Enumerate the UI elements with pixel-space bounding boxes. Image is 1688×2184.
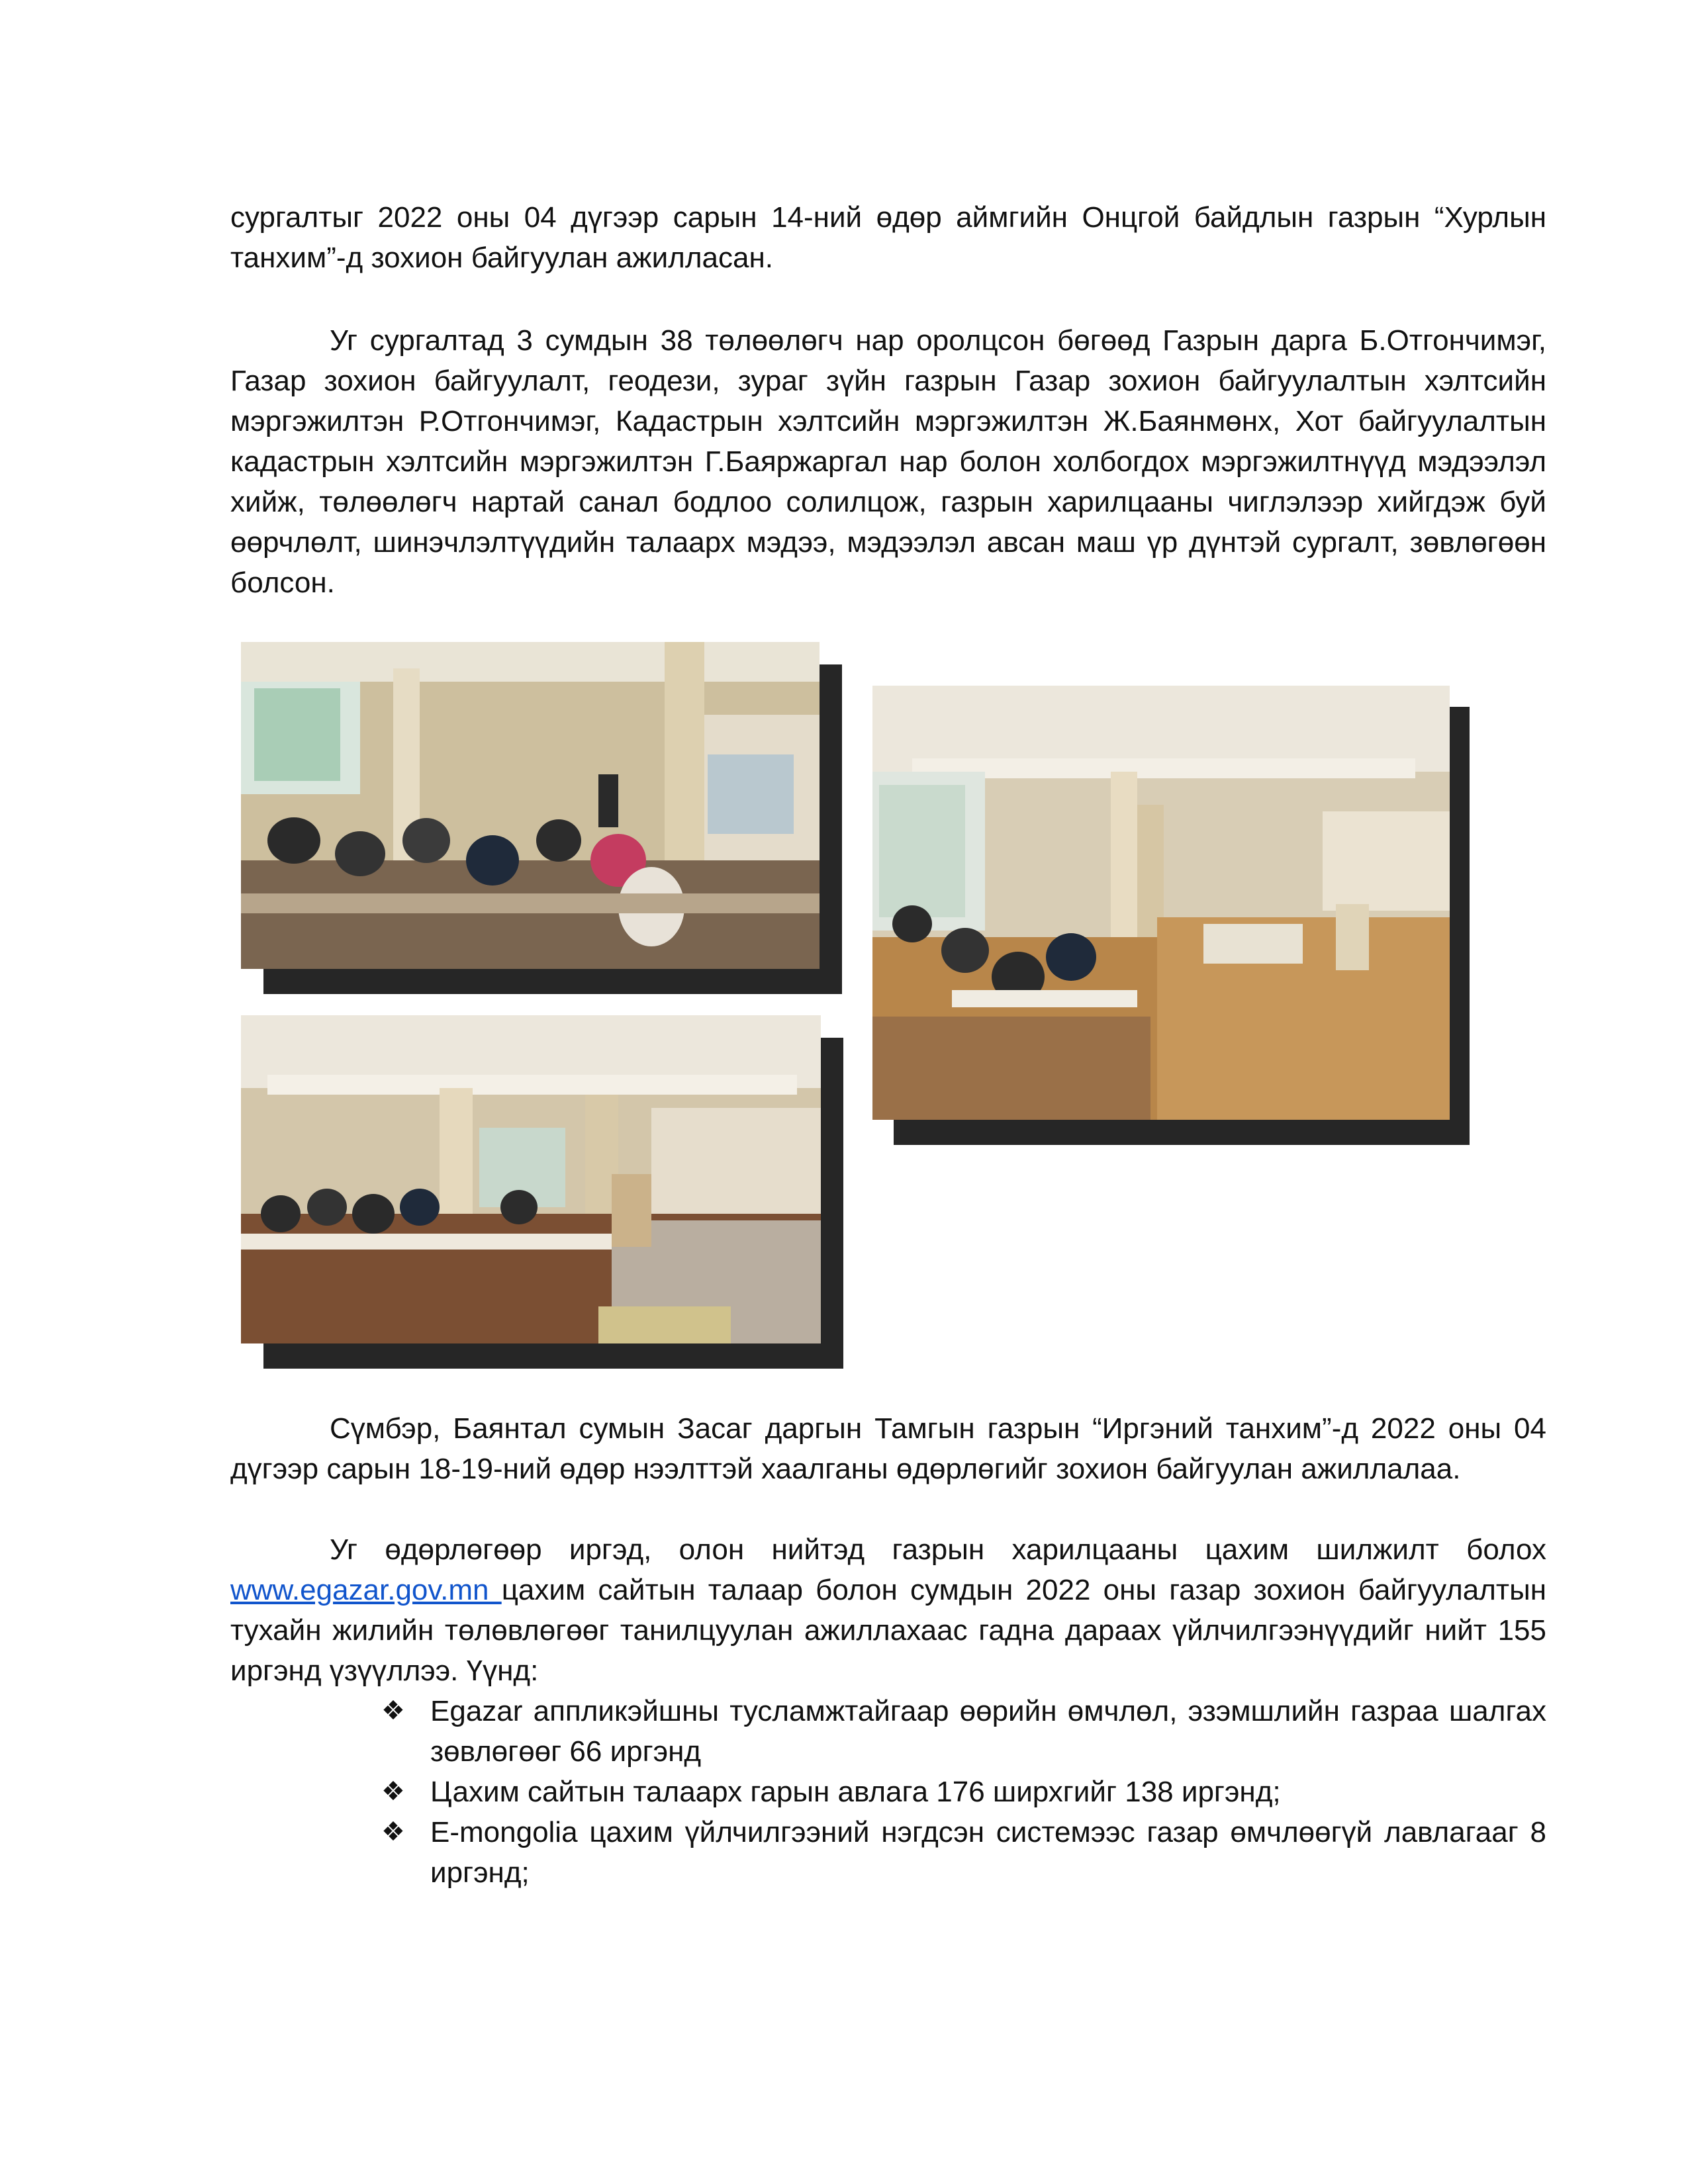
list-item-text: E-mongolia цахим үйлчилгээний нэгдсэн системээс газар өмчлөөгүй лавлагааг 8 иргэнд;: [430, 1816, 1546, 1889]
list-item-text: Цахим сайтын талаарх гарын авлага 176 ширхгийг 138 иргэнд;: [430, 1776, 1281, 1808]
training-room-photo-1: [241, 642, 820, 969]
services-list: [381, 1691, 1546, 1893]
paragraph-services: [230, 1529, 1546, 1691]
photo-frame-3: [241, 1015, 843, 1369]
paragraph-intro: [230, 197, 1546, 278]
list-item-text: Egazar аппликэйшны тусламжтайгаар өөрийн өмчлөл, эзэмшлийн газраа шалгах зөвлөгөөг 66 иргэнд: [430, 1695, 1546, 1768]
paragraph-4-text-end: цахим сайтын талаар болон сумдын 2022 оны газар зохион байгуулалтын тухайн жилийн төлөвлөгөөг танилцуулан ажиллахаас гадна дараах үйлчилгээнүүдийг нийт 155 иргэнд үзүүллээ. Үүнд:: [230, 1574, 1547, 1687]
photo-frame-1: [241, 642, 842, 994]
paragraph-participants: [230, 320, 1546, 603]
photo-frame-2: [872, 686, 1470, 1145]
training-room-photo-3: [241, 1015, 821, 1343]
list-item: [381, 1812, 1546, 1893]
paragraph-3: Сүмбэр, Баянтал сумын Засаг даргын Тамгын газрын “Иргэний танхим”-д 2022 оны 04 дүгээр сарын 18-19-ний өдөр нээлттэй хаалганы өдөрлөгийг зохион байгуулан ажиллалаа.: [230, 1412, 1546, 1485]
paragraph-2: Уг сургалтад 3 сумдын 38 төлөөлөгч нар оролцсон бөгөөд Газрын дарга Б.Отгончимэг, Газар зохион байгуулалт, геодези, зураг зүйн газрын Газар зохион байгуулалтын хэлтсийн мэргэжилтэн Р.Отгончимэг, Кадастрын хэлтсийн мэргэжилтэн Ж.Баянмөнх, Хот байгуулалтын кадастрын хэлтсийн мэргэжилтэн Г.Баяржаргал нар болон холбогдох мэргэжилтнүүд мэдээлэл хийж, төлөөлөгч нартай санал бодлоо солилцож, газрын харилцааны чиглэлээр хийгдэж буй өөрчлөлт, шинэчлэлтүүдийн талаарх мэдээ, мэдээлэл авсан маш үр дүнтэй сургалт, зөвлөгөөн болсон.: [230, 324, 1546, 599]
list-item: [381, 1772, 1546, 1812]
paragraph-4: [230, 1529, 1546, 1691]
paragraph-4-text-start: Уг өдөрлөгөөр иргэд, олон нийтэд газрын харилцааны цахим шилжилт болох: [330, 1533, 1546, 1566]
paragraph-1: сургалтыг 2022 оны 04 дүгээр сарын 14-ний өдөр аймгийн Онцгой байдлын газрын “Хурлын танхим”-д зохион байгуулан ажилласан.: [230, 201, 1546, 274]
list-item: [381, 1691, 1546, 1772]
diamond-bullet-icon: ❖: [381, 1817, 405, 1847]
training-room-photo-2: [872, 686, 1450, 1120]
egazar-link[interactable]: www.egazar.gov.mn: [230, 1574, 502, 1606]
diamond-bullet-icon: ❖: [381, 1776, 405, 1807]
paragraph-open-day: [230, 1408, 1546, 1489]
diamond-bullet-icon: ❖: [381, 1696, 405, 1726]
